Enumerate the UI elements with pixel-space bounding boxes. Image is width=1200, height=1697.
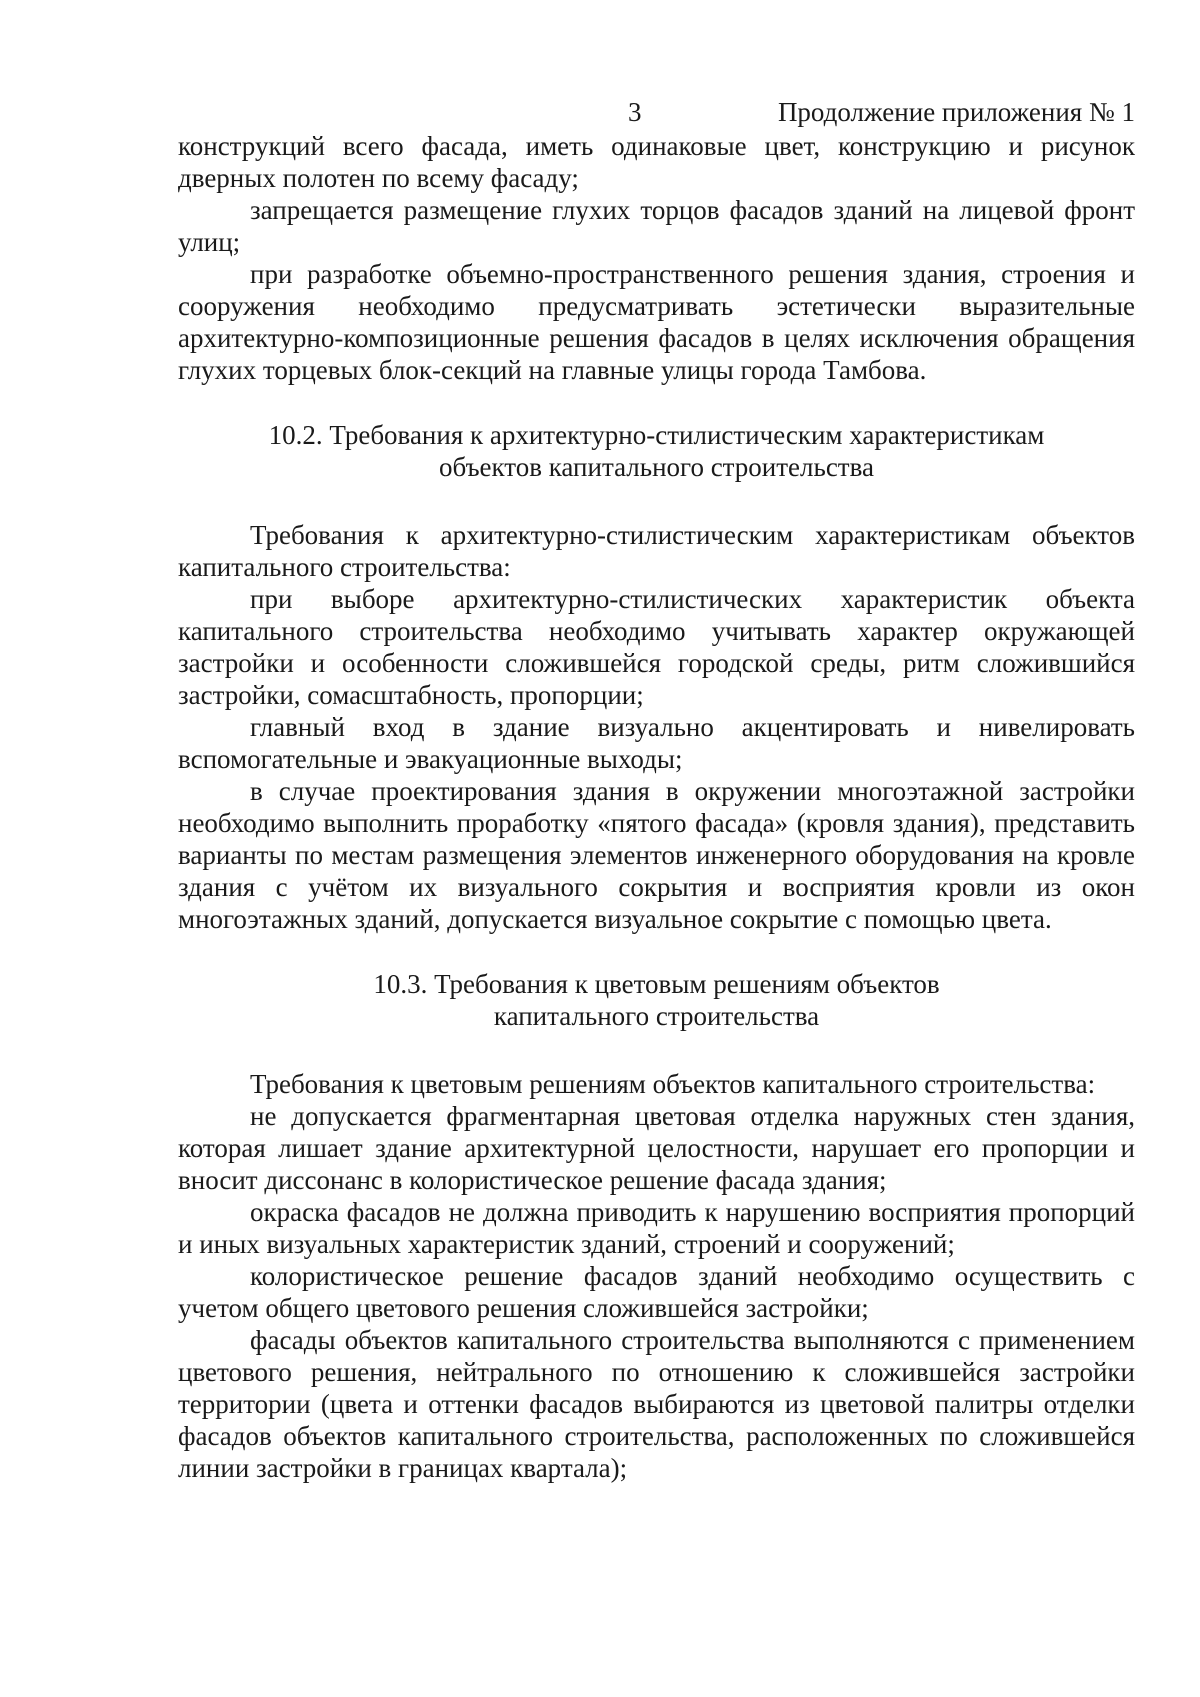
paragraph-main-entrance: главный вход в здание визуально акцентировать и нивелировать вспомогательные и эвакуационные выходы;: [178, 712, 1135, 774]
paragraph-fragmentary-finish: не допускается фрагментарная цветовая отделка наружных стен здания, которая лишает здание архитектурной целостности, нарушает его пропорции и вносит диссонанс в колористическое решение фасада здания;: [178, 1101, 1135, 1195]
paragraph-fifth-facade: в случае проектирования здания в окружении многоэтажной застройки необходимо выполнить проработку «пятого фасада» (кровля здания), представить варианты по местам размещения элементов инженерного оборудования на кровле здания с учётом их визуального сокрытия и восприятия кровли из окон многоэтажных зданий, допускается визуальное сокрытие с помощью цвета.: [178, 776, 1135, 934]
paragraph-blind-ends: запрещается размещение глухих торцов фасадов зданий на лицевой фронт улиц;: [178, 195, 1135, 257]
paragraph-color-requirements-intro: Требования к цветовым решениям объектов капитального строительства:: [250, 1069, 1096, 1099]
paragraph-facade-painting: окраска фасадов не должна приводить к нарушению восприятия пропорций и иных визуальных характеристик зданий, строений и сооружений;: [178, 1197, 1135, 1259]
paragraph-coloristic-solution: колористическое решение фасадов зданий необходимо осуществить с учетом общего цветового решения сложившейся застройки;: [178, 1261, 1135, 1323]
section-title-10-2-line2: объектов капитального строительства: [439, 452, 874, 482]
section-title-10-2-line1: 10.2. Требования к архитектурно-стилистическим характеристикам: [268, 420, 1045, 450]
section-title-10-3: [178, 968, 1135, 1032]
section-title-10-3-line1: 10.3. Требования к цветовым решениям объектов: [373, 969, 940, 999]
section-title-10-2: [178, 419, 1135, 483]
paragraph-facade-continuation: конструкций всего фасада, иметь одинаковые цвет, конструкцию и рисунок дверных полотен по всему фасаду;: [178, 131, 1135, 193]
paragraph-neutral-color: фасады объектов капитального строительства выполняются с применением цветового решения, нейтрального по отношению к сложившейся застройки территории (цвета и оттенки фасадов выбираются из цветовой палитры отделки фасадов объектов капитального строительства, расположенных по сложившейся линии застройки в границах квартала);: [178, 1325, 1135, 1483]
paragraph-spatial-solution: при разработке объемно-пространственного решения здания, строения и сооружения необходимо предусматривать эстетически выразительные архитектурно-композиционные решения фасадов в целях исключения обращения глухих торцевых блок-секций на главные улицы города Тамбова.: [178, 259, 1135, 385]
page-number: 3: [628, 97, 642, 127]
paragraph-style-requirements-intro: Требования к архитектурно-стилистическим характеристикам объектов капитального строительства:: [178, 520, 1135, 582]
paragraph-style-selection: при выборе архитектурно-стилистических характеристик объекта капитального строительства необходимо учитывать характер окружающей застройки и особенности сложившейся городской среды, ритм сложившийся застройки, сомасштабность, пропорции;: [178, 584, 1135, 710]
document-body: [178, 130, 1135, 1484]
section-title-10-3-line2: капитального строительства: [493, 1001, 820, 1031]
page-header: [180, 96, 1135, 130]
appendix-note: Продолжение приложения № 1: [777, 97, 1135, 127]
